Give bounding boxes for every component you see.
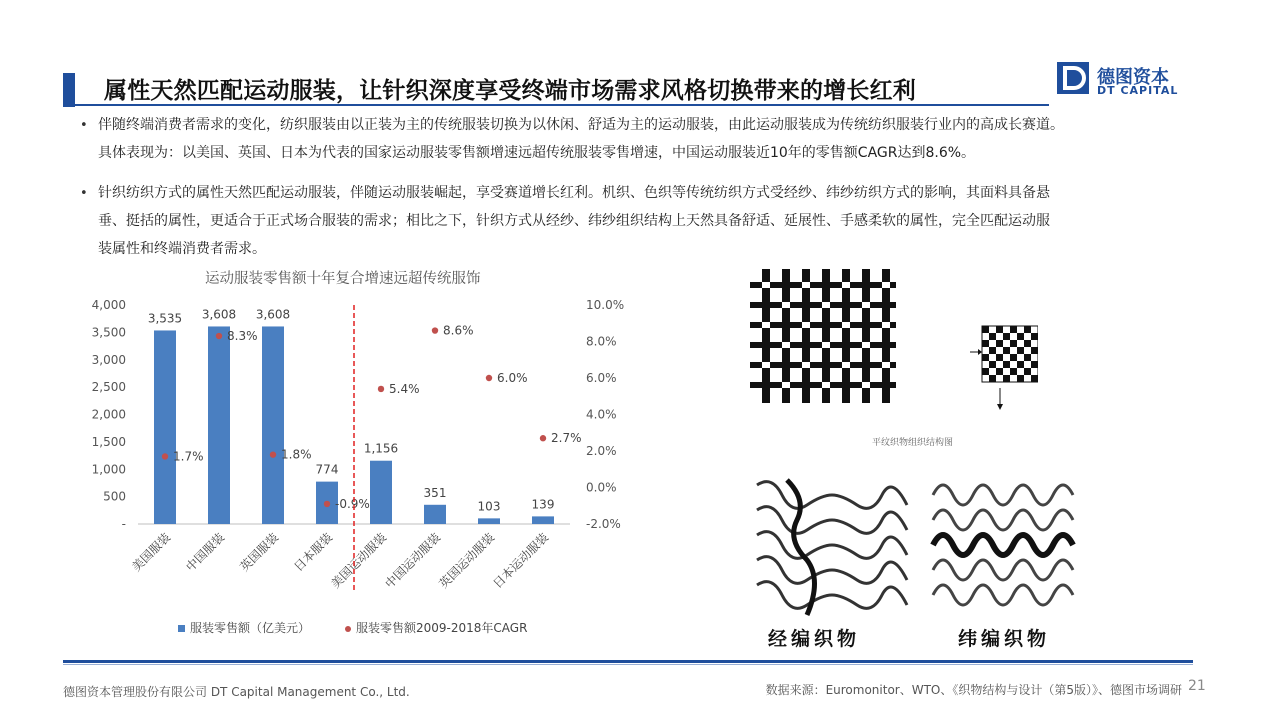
y-left-tick-label: 2,500: [91, 380, 126, 395]
warp-knit-label: 经编织物: [768, 628, 861, 650]
x-category-label: 中国运动服装: [382, 530, 444, 592]
footer-divider-thin: [63, 664, 1193, 665]
y-right-tick-label: 8.0%: [586, 334, 617, 349]
cagr-point: [378, 386, 384, 392]
cagr-point: [162, 453, 168, 459]
woven-fabric-illustration: [748, 265, 898, 405]
warp-knit-illustration: [752, 475, 912, 620]
weave-cell: [989, 361, 996, 368]
weave-cell: [1017, 375, 1024, 382]
bar-value-label: 139: [531, 497, 555, 512]
weave-cell: [1024, 354, 1031, 361]
legend-dot-swatch: [345, 626, 351, 632]
bar: [478, 518, 500, 524]
plain-weave-caption: 平纹织物组织结构图: [872, 438, 954, 448]
y-right-tick-label: 0.0%: [586, 480, 617, 495]
weave-cell: [1003, 361, 1010, 368]
bar: [370, 461, 392, 524]
bullet-line: 装属性和终端消费者需求。: [98, 241, 266, 257]
legend-dot: [345, 619, 527, 636]
bar-value-label: 3,608: [201, 307, 237, 322]
weave-cell: [1031, 333, 1038, 340]
weave-cell: [1010, 326, 1017, 333]
weave-cell: [996, 354, 1003, 361]
weave-cell: [1031, 347, 1038, 354]
cagr-point: [432, 327, 438, 333]
cagr-value-label: -0.9%: [335, 496, 370, 511]
weave-cell: [1010, 354, 1017, 361]
page-title: 属性天然匹配运动服装，让针织深度享受终端市场需求风格切换带来的增长红利: [104, 78, 916, 104]
cagr-value-label: 1.7%: [173, 449, 204, 464]
cagr-value-label: 1.8%: [281, 447, 312, 462]
footer-company: 德图资本管理股份有限公司 DT Capital Management Co., Ltd.: [63, 685, 410, 699]
title-underline: [63, 104, 1049, 106]
weft-knit-illustration: [928, 475, 1088, 620]
x-category-label: 英国服装: [237, 530, 282, 575]
weave-cell: [1031, 361, 1038, 368]
cagr-value-label: 2.7%: [551, 431, 582, 446]
legend-bar-swatch: [178, 625, 185, 632]
x-category-label: 英国运动服装: [436, 530, 498, 592]
weft-knit-label: 纬编织物: [958, 628, 1051, 650]
chart-title: 运动服装零售额十年复合增速远超传统服饰: [205, 271, 481, 287]
weave-cell: [989, 375, 996, 382]
bullet-line: 具体表现为：以美国、英国、日本为代表的国家运动服装零售额增速远超传统服装零售增速，中国运动服装近10年的零售额CAGR达到8.6%。: [98, 145, 976, 161]
weave-cell: [1017, 347, 1024, 354]
y-right-tick-label: 6.0%: [586, 371, 617, 385]
cagr-value-label: 8.3%: [227, 329, 258, 344]
bar: [262, 326, 284, 524]
weave-cell: [1003, 375, 1010, 382]
weave-cell: [1003, 347, 1010, 354]
bullet-paragraph-1: [98, 111, 1208, 167]
weave-cell: [1024, 340, 1031, 347]
cagr-value-label: 8.6%: [443, 323, 474, 338]
cagr-point: [270, 451, 276, 457]
y-left-tick-label: 1,000: [91, 462, 126, 477]
bullet-line: 针织纺织方式的属性天然匹配运动服装，伴随运动服装崛起，享受赛道增长红利。机织、色织等传统纺织方式受经纱、纬纱纺织方式的影响，其面料具备悬: [98, 185, 1050, 201]
bullet-marker: •: [80, 118, 88, 133]
checkerboard-weave-diagram: [968, 318, 1038, 413]
weave-cell: [1017, 333, 1024, 340]
weave-cell: [1024, 368, 1031, 375]
y-right-tick-label: 4.0%: [586, 407, 617, 422]
weave-cell: [982, 368, 989, 375]
weave-cell: [989, 333, 996, 340]
bar-value-label: 3,535: [147, 311, 183, 326]
x-category-label: 日本运动服装: [490, 530, 552, 592]
cagr-point: [540, 435, 546, 441]
footer-source: 数据来源：Euromonitor、WTO、《织物结构与设计（第5版）》、德图市场调研: [765, 683, 1182, 697]
bullet-marker: •: [80, 186, 88, 201]
weave-cell: [1010, 368, 1017, 375]
cagr-value-label: 5.4%: [389, 381, 420, 396]
bullet-line: 垂、挺括的属性，更适合于正式场合服装的需求；相比之下，针织方式从经纱、纬纱组织结构上天然具备舒适、延展性、手感柔软的属性，完全匹配运动服: [98, 213, 1050, 229]
weave-cell: [982, 340, 989, 347]
bar-value-label: 774: [315, 462, 339, 477]
legend-bar: [178, 619, 310, 636]
bar-value-label: 3,608: [255, 307, 291, 322]
logo-text-cn: 德图资本: [1097, 67, 1169, 88]
y-left-tick-label: 1,500: [91, 434, 126, 449]
weave-cell: [996, 326, 1003, 333]
bar-value-label: 103: [477, 499, 501, 514]
retail-chart: [60, 290, 650, 610]
logo-d-icon: [1057, 62, 1089, 94]
weave-cell: [1017, 361, 1024, 368]
y-right-tick-label: 10.0%: [586, 298, 625, 312]
bullet-paragraph-2: [98, 179, 1208, 263]
bar: [154, 330, 176, 524]
legend-dot-label: 服装零售额2009-2018年CAGR: [356, 621, 528, 635]
weave-cell: [989, 347, 996, 354]
cagr-point: [324, 501, 330, 507]
bar: [532, 516, 554, 524]
weave-cell: [996, 340, 1003, 347]
weave-cell: [1010, 340, 1017, 347]
x-category-label: 美国服装: [129, 530, 174, 575]
logo-text-en: DT CAPITAL: [1097, 84, 1179, 97]
y-left-tick-label: 3,500: [91, 325, 126, 340]
x-category-label: 日本服装: [291, 530, 336, 575]
footer-divider: [63, 660, 1193, 663]
y-right-tick-label: 2.0%: [586, 444, 617, 458]
y-left-tick-label: 500: [103, 489, 126, 504]
weave-cell: [1031, 375, 1038, 382]
weave-cell: [1003, 333, 1010, 340]
y-left-tick-label: 3,000: [91, 352, 126, 367]
title-accent-bar: [63, 73, 75, 107]
weave-cell: [1024, 326, 1031, 333]
cagr-point: [216, 333, 222, 339]
weave-cell: [982, 326, 989, 333]
bullet-line: 伴随终端消费者需求的变化，纺织服装由以正装为主的传统服装切换为以休闲、舒适为主的运动服装，由此运动服装成为传统纺织服装行业内的高成长赛道。: [98, 117, 1064, 133]
y-left-tick-label: -: [121, 517, 126, 531]
legend-bar-label: 服装零售额（亿美元）: [190, 621, 311, 635]
weave-cell: [996, 368, 1003, 375]
weave-cell: [982, 354, 989, 361]
cagr-value-label: 6.0%: [497, 371, 528, 385]
bar: [424, 505, 446, 524]
y-left-tick-label: 2,000: [91, 407, 126, 422]
y-left-tick-label: 4,000: [91, 298, 126, 312]
x-category-label: 中国服装: [183, 530, 228, 575]
bar-value-label: 351: [423, 485, 447, 500]
cagr-point: [486, 375, 492, 381]
x-category-label: 美国运动服装: [328, 530, 390, 592]
bar-value-label: 1,156: [363, 441, 399, 456]
y-right-tick-label: -2.0%: [586, 517, 621, 531]
bar: [208, 326, 230, 524]
page-number: 21: [1188, 678, 1206, 694]
